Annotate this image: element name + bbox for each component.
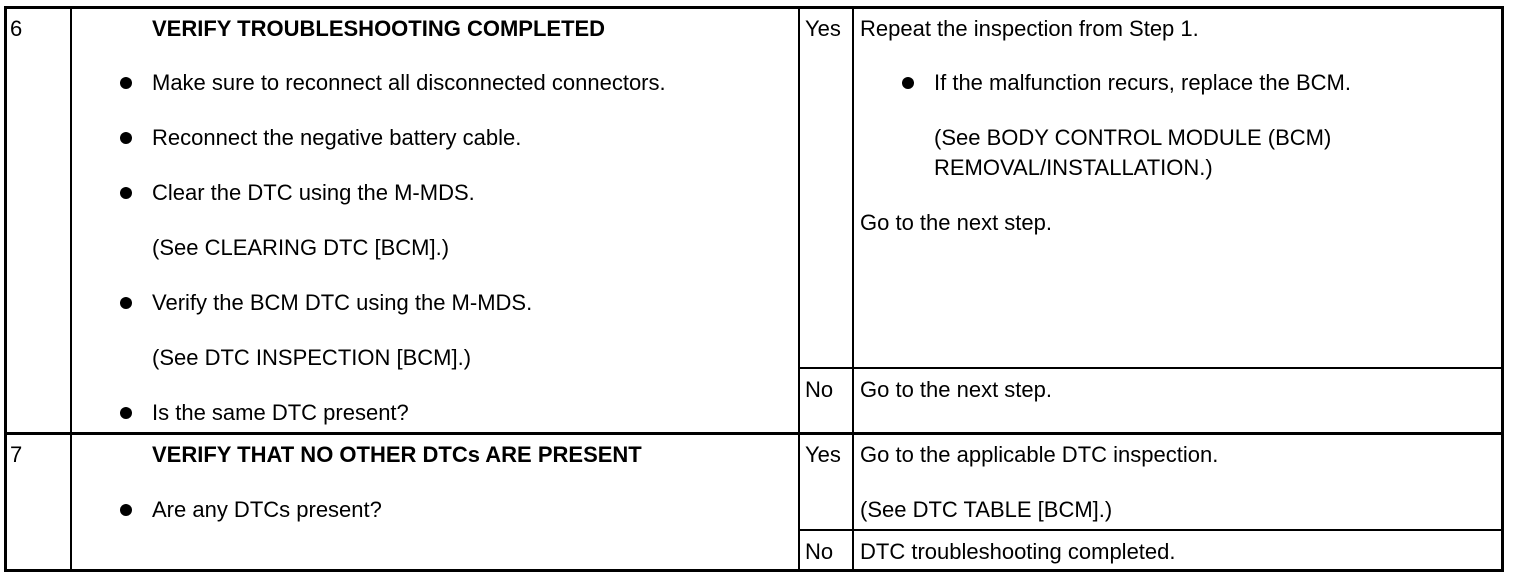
column-divider-action <box>798 6 800 572</box>
result-label-yes: Yes <box>805 442 841 467</box>
result-label-yes: Yes <box>805 16 841 41</box>
bullet-icon <box>120 77 132 89</box>
step-number: 7 <box>10 442 23 467</box>
column-divider-result <box>852 6 854 572</box>
result-text: DTC troubleshooting completed. <box>860 539 1176 564</box>
row-divider-step <box>4 432 1504 435</box>
step-bullet: Clear the DTC using the M-MDS. <box>152 180 475 205</box>
step-title: VERIFY TROUBLESHOOTING COMPLETED <box>152 16 606 41</box>
row-divider-step7-no <box>798 529 1504 531</box>
bullet-icon <box>120 132 132 144</box>
step-number: 6 <box>10 16 23 41</box>
bullet-icon <box>902 77 914 89</box>
bullet-icon <box>120 187 132 199</box>
result-text: Go to the next step. <box>860 210 1053 235</box>
result-bullet: If the malfunction recurs, replace the BCM. <box>934 70 1351 95</box>
step-bullet: Reconnect the negative battery cable. <box>152 125 522 150</box>
step-bullet: Is the same DTC present? <box>152 400 409 425</box>
result-text: Go to the applicable DTC inspection. <box>860 442 1219 467</box>
reference-text: (See DTC INSPECTION [BCM].) <box>152 345 472 370</box>
step-title: VERIFY THAT NO OTHER DTCs ARE PRESENT <box>152 442 642 467</box>
reference-text: REMOVAL/INSTALLATION.) <box>934 155 1213 180</box>
step-bullet: Make sure to reconnect all disconnected connectors. <box>152 70 666 95</box>
reference-text: (See DTC TABLE [BCM].) <box>860 497 1113 522</box>
column-divider-number <box>70 6 72 572</box>
result-text: Go to the next step. <box>860 377 1053 402</box>
step-bullet: Are any DTCs present? <box>152 497 382 522</box>
result-label-no: No <box>805 539 834 564</box>
result-text: Repeat the inspection from Step 1. <box>860 16 1199 41</box>
reference-text: (See BODY CONTROL MODULE (BCM) <box>934 125 1332 150</box>
bullet-icon <box>120 407 132 419</box>
result-label-no: No <box>805 377 834 402</box>
reference-text: (See CLEARING DTC [BCM].) <box>152 235 450 260</box>
row-divider-step6-no <box>798 367 1504 369</box>
bullet-icon <box>120 297 132 309</box>
step-bullet: Verify the BCM DTC using the M-MDS. <box>152 290 533 315</box>
bullet-icon <box>120 504 132 516</box>
